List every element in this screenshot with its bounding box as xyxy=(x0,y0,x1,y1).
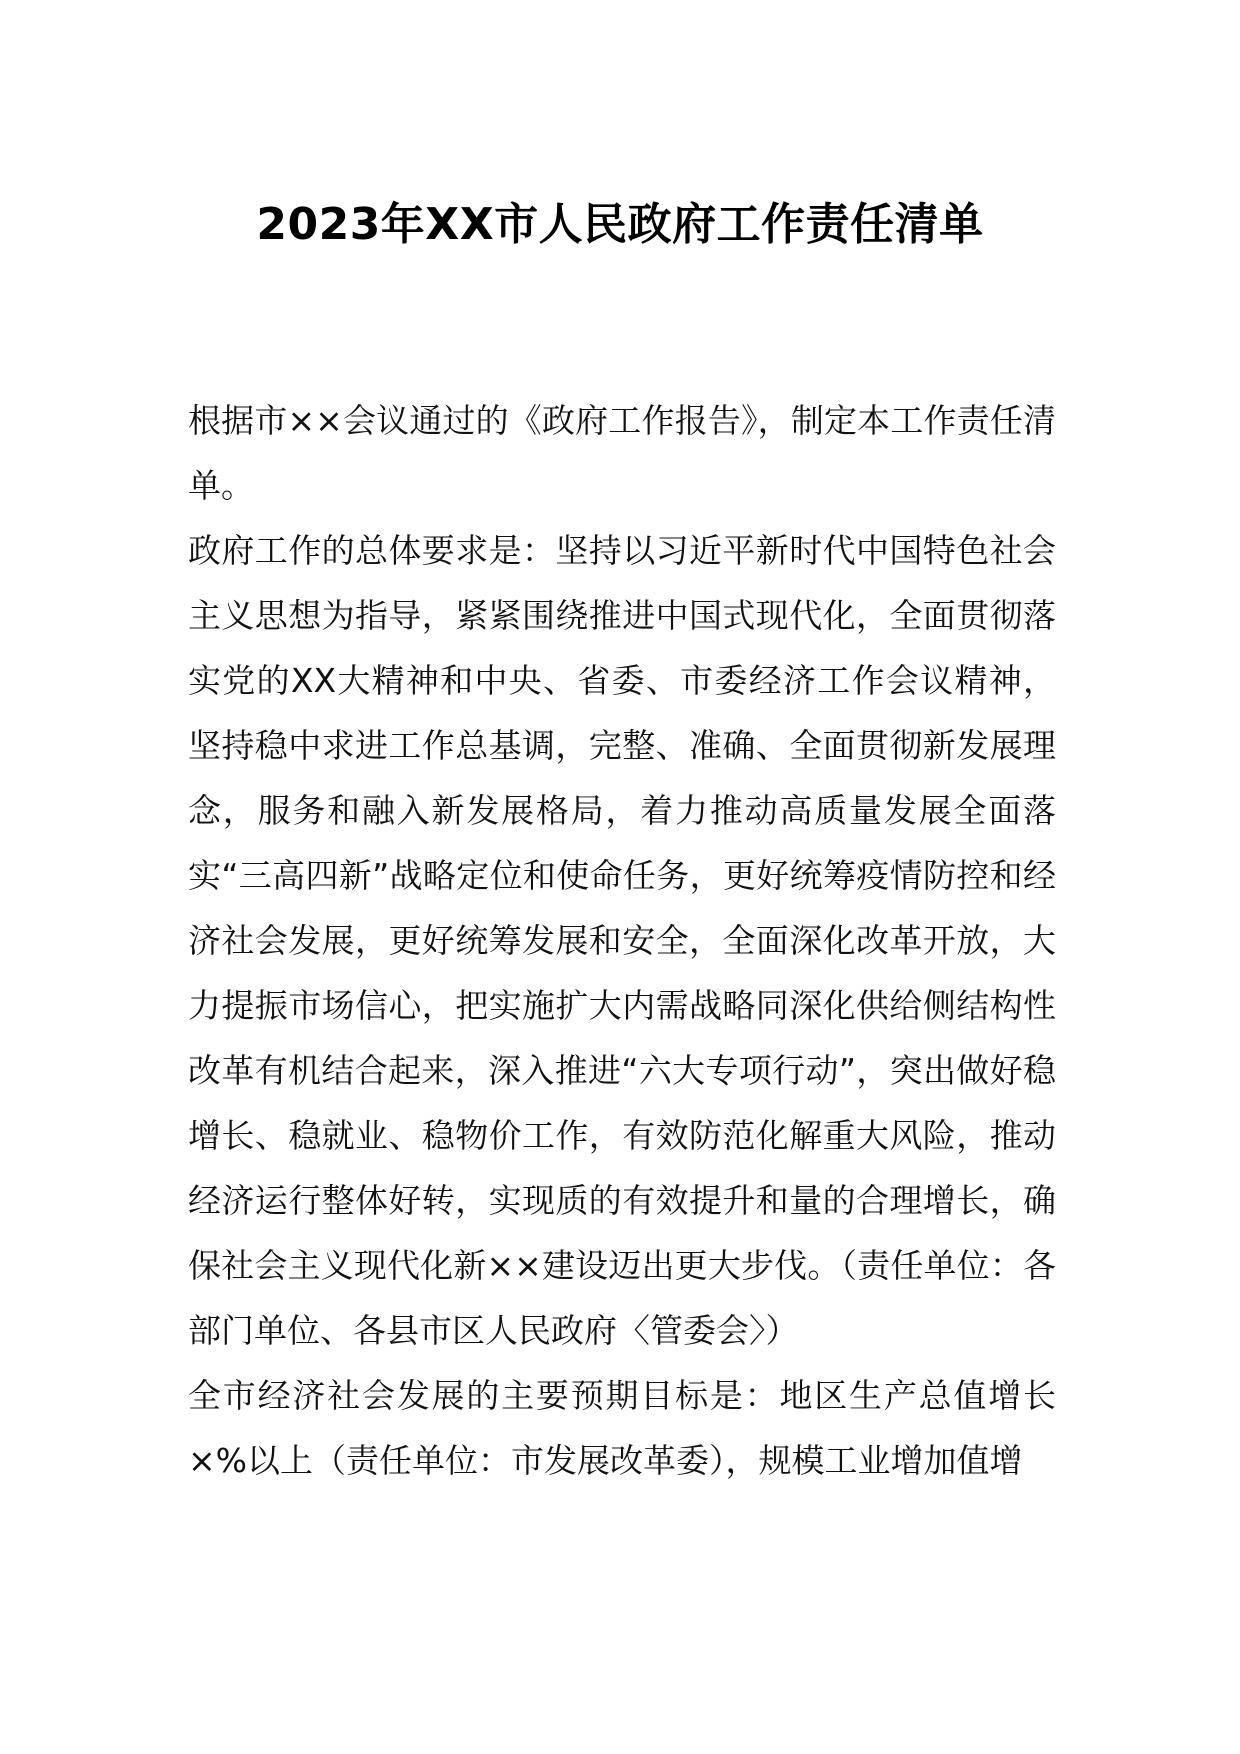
paragraph-main-targets: 全市经济社会发展的主要预期目标是：地区生产总值增长×%以上（责任单位：市发展改革委），规模工业增加值增 xyxy=(188,1376,1056,1480)
paragraph-general-requirements: 政府工作的总体要求是：坚持以习近平新时代中国特色社会主义思想为指导，紧紧围绕推进中国式现代化，全面贯彻落实党的XX大精神和中央、省委、市委经济工作会议精神，坚持稳中求进工作总基调，完整、准确、全面贯彻新发展理念，服务和融入新发展格局，着力推动高质量发展全面落实“三高四新”战略定位和使命任务，更好统筹疫情防控和经济社会发展，更好统筹发展和安全，全面深化改革开放，大力提振市场信心，把实施扩大内需战略同深化供给侧结构性改革有机结合起来，深入推进“六大专项行动”，突出做好稳增长、稳就业、稳物价工作，有效防范化解重大风险，推动经济运行整体好转，实现质的有效提升和量的合理增长，确保社会主义现代化新××建设迈出更大步伐。（责任单位：各部门单位、各县市区人民政府〈管委会〉） xyxy=(188,531,1056,1350)
document-title: 2023年XX市人民政府工作责任清单 xyxy=(256,199,984,250)
paragraph-intro: 根据市××会议通过的《政府工作报告》，制定本工作责任清单。 xyxy=(188,401,1056,505)
document-body xyxy=(188,388,1056,1493)
